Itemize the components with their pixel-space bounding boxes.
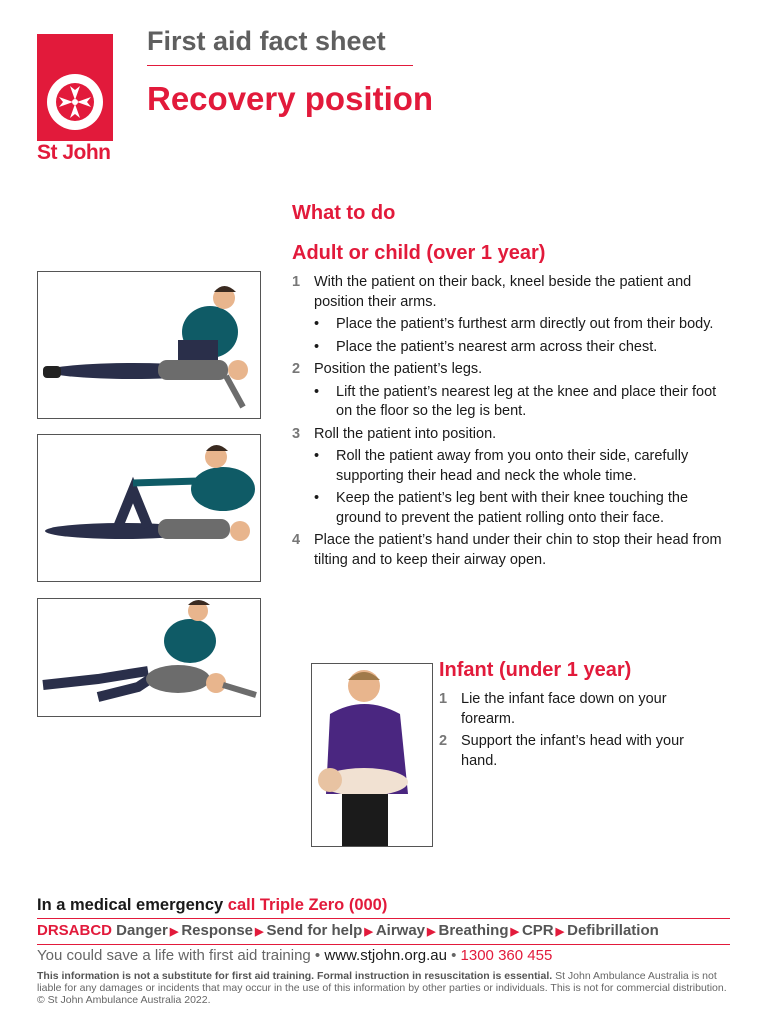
arrow-right-icon: ▶ [555, 926, 565, 938]
infant-step-1: 1 Lie the infant face down on your forearm. [439, 691, 667, 727]
adult-step-3-sub-1: • Roll the patient away from you onto their side, carefully supporting their head and neck the whole time. [314, 448, 689, 484]
photo-step-roll [37, 598, 261, 717]
footer-rule-bottom [37, 944, 730, 945]
what-to-do-heading: What to do [292, 202, 396, 224]
infant-heading: Infant (under 1 year) [439, 659, 632, 681]
photo-infant-hold [311, 663, 433, 847]
arrow-right-icon: ▶ [510, 926, 519, 938]
adult-step-2-sub-1: • Lift the patient’s nearest leg at the knee and place their foot on the floor so the leg is bent. [314, 383, 717, 419]
emergency-line: In a medical emergency call Triple Zero (000) [37, 896, 388, 914]
adult-step-2: 2 Position the patient’s legs. [292, 361, 483, 377]
st-john-cross-icon [37, 34, 113, 141]
arrow-right-icon: ▶ [169, 926, 179, 938]
drsabcd-line: DRSABCD Danger ▶ Response ▶ Send for help ▶ Airway ▶ Breathing ▶ CPR ▶ Defibrillation [37, 922, 659, 939]
fact-sheet-kicker: First aid fact sheet [147, 26, 386, 56]
arrow-right-icon: ▶ [255, 926, 264, 938]
website-link[interactable]: www.stjohn.org.au [324, 947, 447, 964]
infant-step-2: 2 Support the infant’s head with your hand. [439, 733, 685, 769]
adult-heading: Adult or child (over 1 year) [292, 242, 546, 264]
phone-number[interactable]: 1300 360 455 [460, 947, 553, 964]
bullet-icon: • [314, 316, 320, 332]
logo-name: St John [37, 141, 111, 164]
arrow-right-icon: ▶ [427, 926, 436, 938]
infant-steps-list [439, 690, 689, 774]
page-title: Recovery position [147, 80, 434, 117]
footer-rule-top [37, 918, 730, 919]
arrow-right-icon: ▶ [364, 926, 373, 938]
bullet-icon: • [314, 490, 320, 506]
bullet-icon: • [314, 383, 320, 400]
adult-step-4: 4 Place the patient’s hand under their chin to stop their head from tilting and to keep their airway open. [292, 532, 722, 568]
logo-emblem [37, 34, 113, 141]
adult-steps-list [292, 273, 722, 573]
bullet-icon: • [314, 448, 320, 464]
photo-step-legs [37, 434, 261, 582]
adult-step-3: 3 Roll the patient into position. [292, 425, 497, 442]
disclaimer: This information is not a substitute for first aid training. Formal instruction in resuscitation is essential. St John Ambulance Australia is not liable for any damages or incidents that may occur in the use of this information by other parties or individuals. This is not for commercial distribution. © St John Ambulance Australia 2022. [37, 970, 727, 1006]
bullet-icon: • [314, 338, 320, 355]
adult-step-3-sub-2: • Keep the patient’s leg bent with their knee touching the ground to prevent the patient rolling onto their face. [314, 490, 689, 526]
kicker-divider [147, 65, 413, 66]
emergency-call: call Triple Zero (000) [227, 896, 388, 914]
photo-step-arms [37, 271, 261, 419]
adult-step-1-sub-1: • Place the patient’s furthest arm directly out from their body. [292, 315, 722, 335]
adult-step-1: 1 With the patient on their back, kneel beside the patient and position their arms. [292, 274, 692, 310]
adult-step-1-sub-2: • Place the patient’s nearest arm across their chest. [292, 338, 722, 358]
training-line: You could save a life with first aid training • www.stjohn.org.au • 1300 360 455 [37, 947, 553, 964]
